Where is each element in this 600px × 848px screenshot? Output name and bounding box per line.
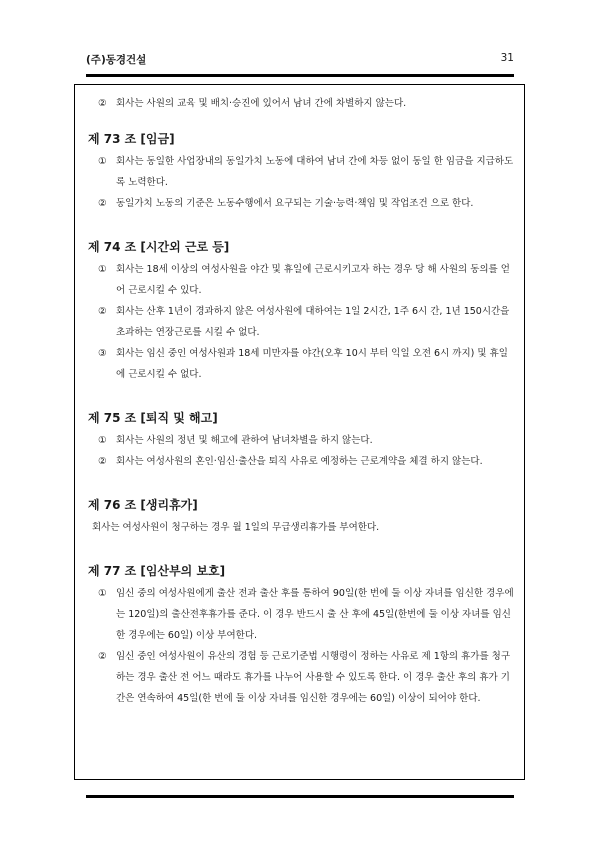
footer-rule: [86, 795, 514, 798]
item-number: ①: [98, 588, 107, 599]
article-75: [86, 409, 516, 472]
list-item: [86, 583, 516, 646]
item-number: ②: [98, 651, 107, 662]
item-number: ①: [98, 156, 107, 167]
item-text: 회사는 사원의 교육 및 배치·승진에 있어서 남녀 간에 차별하지 않는다.: [116, 98, 407, 109]
item-text: 회사는 임신 중인 여성사원과 18세 미만자를 야간(오후 10시 부터 익일 오전 6시 까지) 및 휴일에 근로시킬 수 없다.: [116, 348, 508, 380]
article-heading: 제 73 조 [임금]: [88, 132, 175, 146]
list-item: [86, 430, 516, 451]
list-item: [86, 151, 516, 193]
item-number: ①: [98, 435, 107, 446]
article-heading: 제 75 조 [퇴직 및 해고]: [88, 411, 218, 425]
article-74: [86, 238, 516, 385]
item-number: ②: [98, 198, 107, 209]
article-heading: 제 77 조 [임산부의 보호]: [88, 564, 226, 578]
item-number: ②: [98, 306, 107, 317]
item-text: 회사는 산후 1년이 경과하지 않은 여성사원에 대하여는 1일 2시간, 1주 6시 간, 1년 150시간을 초과하는 연장근로를 시킬 수 없다.: [116, 306, 510, 338]
item-text: 회사는 18세 이상의 여성사원을 야간 및 휴일에 근로시키고자 하는 경우 당 해 사원의 동의를 얻어 근로시킬 수 있다.: [116, 264, 510, 296]
list-item: [86, 301, 516, 343]
article-heading: 제 76 조 [생리휴가]: [88, 498, 198, 512]
item-text: 회사는 사원의 정년 및 해고에 관하여 남녀차별을 하지 않는다.: [116, 435, 373, 446]
item-number: ①: [98, 264, 107, 275]
header-rule: [86, 74, 514, 77]
item-number: ③: [98, 348, 107, 359]
document-body: [86, 93, 516, 709]
page-header: [86, 52, 514, 72]
article-73: [86, 130, 516, 214]
item-text: 임신 중인 여성사원이 유산의 경험 등 근로기준법 시행령이 정하는 사유로 제 1항의 휴가를 청구하는 경우 출산 전 어느 때라도 휴가를 나누어 사용할 수 있도록 한다. 이 경우 출산 후의 휴가 기간은 연속하여 45일(한 번에 둘 이상 자녀를 임신한 경우에는 60일) 이상이 되어야 한다.: [116, 651, 511, 704]
list-item: [86, 259, 516, 301]
article-77: [86, 562, 516, 709]
page-number: 31: [500, 52, 514, 64]
item-text: 회사는 동일한 사업장내의 동일가치 노동에 대하여 남녀 간에 차등 없이 동일 한 임금을 지급하도록 노력한다.: [116, 156, 514, 188]
article-76: [86, 496, 516, 538]
item-text: 동일가치 노동의 기준은 노동수행에서 요구되는 기술·능력·책임 및 작업조건 으로 한다.: [116, 198, 474, 209]
company-name: (주)동경건설: [86, 54, 147, 66]
article-heading: 제 74 조 [시간외 근로 등]: [88, 240, 230, 254]
list-item: [86, 193, 516, 214]
item-text: 임신 중의 여성사원에게 출산 전과 출산 후를 통하여 90일(한 번에 둘 이상 자녀를 임신한 경우에는 120일)의 출산전후휴가를 준다. 이 경우 반드시 출 산 후에 45일(한번에 둘 이상 자녀를 임신한 경우에는 60일) 이상 부여한다.: [116, 588, 514, 641]
article-text: 회사는 여성사원이 청구하는 경우 월 1일의 무급생리휴가를 부여한다.: [92, 522, 380, 533]
list-item: [86, 451, 516, 472]
item-number: ②: [98, 98, 107, 109]
item-number: ②: [98, 456, 107, 467]
item-text: 회사는 여성사원의 혼인·임신·출산을 퇴직 사유로 예정하는 근로계약을 체결 하지 않는다.: [116, 456, 483, 467]
list-item: [86, 646, 516, 709]
list-item: [86, 343, 516, 385]
intro-item: [86, 93, 516, 114]
